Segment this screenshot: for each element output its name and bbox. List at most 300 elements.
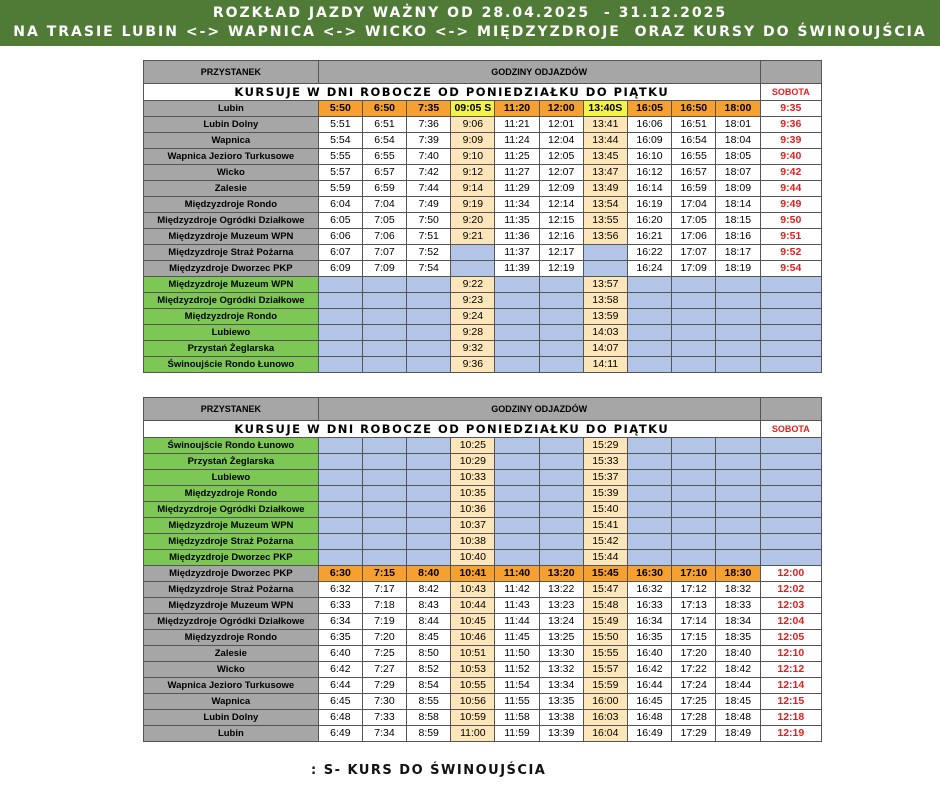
stop-name: Międzyzdroje Straż Pożarna <box>144 245 319 261</box>
departure-time: 13:57 <box>583 277 627 293</box>
weekday-subtitle: KURSUJE W DNI ROBOCZE OD PONIEDZIAŁKU DO PIĄTKU <box>144 84 761 101</box>
departure-time: 16:50 <box>672 101 716 117</box>
departure-time: 7:17 <box>362 582 406 598</box>
saturday-label: SOBOTA <box>760 421 821 438</box>
departure-time <box>407 309 451 325</box>
table-row <box>144 518 822 534</box>
departure-time: 17:22 <box>672 662 716 678</box>
table-subtitle-row <box>144 421 822 438</box>
departure-time: 17:25 <box>672 694 716 710</box>
stop-name: Lubin Dolny <box>144 710 319 726</box>
table-row <box>144 454 822 470</box>
departure-time: 13:41 <box>583 117 627 133</box>
table-row <box>144 309 822 325</box>
stop-name: Międzyzdroje Rondo <box>144 630 319 646</box>
stop-name: Międzyzdroje Rondo <box>144 309 319 325</box>
departure-time: 8:50 <box>407 646 451 662</box>
stop-name: Międzyzdroje Ogródki Działkowe <box>144 213 319 229</box>
table-row <box>144 101 822 117</box>
departure-time <box>716 309 760 325</box>
departure-time: 8:58 <box>407 710 451 726</box>
departure-time: 18:09 <box>716 181 760 197</box>
departure-time: 11:39 <box>495 261 539 277</box>
departure-time: 6:34 <box>318 614 362 630</box>
departure-time: 13:58 <box>583 293 627 309</box>
departure-time <box>407 438 451 454</box>
departure-time: 10:41 <box>451 566 495 582</box>
departure-time: 18:15 <box>716 213 760 229</box>
stop-name: Wapnica Jezioro Turkusowe <box>144 678 319 694</box>
table-row <box>144 229 822 245</box>
timetable-return-body <box>144 438 822 742</box>
departure-time <box>407 341 451 357</box>
departure-time: 7:54 <box>407 261 451 277</box>
departure-time: 13:47 <box>583 165 627 181</box>
saturday-time: 12:15 <box>760 694 821 710</box>
departure-time <box>451 245 495 261</box>
departure-time: 8:45 <box>407 630 451 646</box>
departure-time: 18:33 <box>716 598 760 614</box>
departure-time <box>672 309 716 325</box>
saturday-time: 12:00 <box>760 566 821 582</box>
table-row <box>144 646 822 662</box>
departure-time: 7:49 <box>407 197 451 213</box>
departure-time <box>716 454 760 470</box>
departure-time: 13:40S <box>583 101 627 117</box>
departure-time <box>495 309 539 325</box>
departure-time: 10:37 <box>451 518 495 534</box>
departure-time: 11:55 <box>495 694 539 710</box>
departure-time <box>495 357 539 373</box>
saturday-time: 9:36 <box>760 117 821 133</box>
departure-time: 15:42 <box>583 534 627 550</box>
timetable-outbound <box>143 60 822 373</box>
stop-name: Międzyzdroje Muzeum WPN <box>144 277 319 293</box>
departure-time: 5:59 <box>318 181 362 197</box>
departure-time <box>627 438 671 454</box>
departure-time <box>539 438 583 454</box>
departure-time <box>672 438 716 454</box>
table-row <box>144 598 822 614</box>
departure-time <box>627 470 671 486</box>
departure-time: 11:59 <box>495 726 539 742</box>
timetable-outbound-body <box>144 101 822 373</box>
departure-time: 18:40 <box>716 646 760 662</box>
departure-time <box>583 261 627 277</box>
departure-time: 16:00 <box>583 694 627 710</box>
departure-time: 15:37 <box>583 470 627 486</box>
departure-time <box>318 518 362 534</box>
departure-time: 13:45 <box>583 149 627 165</box>
stop-name: Lubin <box>144 101 319 117</box>
saturday-column-header <box>760 61 821 84</box>
departure-time: 10:38 <box>451 534 495 550</box>
stop-name: Międzyzdroje Muzeum WPN <box>144 518 319 534</box>
table-row <box>144 630 822 646</box>
departure-time: 18:30 <box>716 566 760 582</box>
departure-time: 6:51 <box>362 117 406 133</box>
departure-time: 16:04 <box>583 726 627 742</box>
departure-time: 10:43 <box>451 582 495 598</box>
stop-name: Wapnica <box>144 133 319 149</box>
departure-time: 16:54 <box>672 133 716 149</box>
departure-time: 14:11 <box>583 357 627 373</box>
stop-name: Międzyzdroje Dworzec PKP <box>144 261 319 277</box>
departure-time <box>362 550 406 566</box>
saturday-time <box>760 534 821 550</box>
departure-time <box>716 277 760 293</box>
saturday-time <box>760 277 821 293</box>
departure-time: 12:00 <box>539 101 583 117</box>
departure-time: 8:40 <box>407 566 451 582</box>
departure-time <box>716 502 760 518</box>
departure-time: 18:00 <box>716 101 760 117</box>
stop-name: Międzyzdroje Ogródki Działkowe <box>144 502 319 518</box>
departure-time: 10:40 <box>451 550 495 566</box>
table-row <box>144 261 822 277</box>
departure-time: 17:09 <box>672 261 716 277</box>
departure-time <box>495 454 539 470</box>
departure-time: 13:30 <box>539 646 583 662</box>
departure-time: 6:06 <box>318 229 362 245</box>
departure-time: 10:33 <box>451 470 495 486</box>
departure-time: 9:22 <box>451 277 495 293</box>
table-row <box>144 582 822 598</box>
departure-time: 6:40 <box>318 646 362 662</box>
departure-time <box>539 518 583 534</box>
saturday-time: 9:49 <box>760 197 821 213</box>
departure-time: 18:14 <box>716 197 760 213</box>
stop-name: Przystań Żeglarska <box>144 454 319 470</box>
table-row <box>144 550 822 566</box>
departure-time: 7:40 <box>407 149 451 165</box>
departure-time: 13:39 <box>539 726 583 742</box>
departure-time <box>318 325 362 341</box>
table-row <box>144 245 822 261</box>
departure-time: 15:49 <box>583 614 627 630</box>
departure-time: 17:28 <box>672 710 716 726</box>
departure-time: 13:54 <box>583 197 627 213</box>
departure-time: 7:19 <box>362 614 406 630</box>
saturday-time <box>760 550 821 566</box>
departure-time <box>495 325 539 341</box>
table-header-row <box>144 61 822 84</box>
departure-time: 10:46 <box>451 630 495 646</box>
departure-time: 17:06 <box>672 229 716 245</box>
departure-time: 13:22 <box>539 582 583 598</box>
departure-time: 17:24 <box>672 678 716 694</box>
departure-time: 7:44 <box>407 181 451 197</box>
table-row <box>144 678 822 694</box>
departure-time: 11:54 <box>495 678 539 694</box>
saturday-time <box>760 357 821 373</box>
departure-time <box>627 518 671 534</box>
table-subtitle-row <box>144 84 822 101</box>
departure-time: 7:39 <box>407 133 451 149</box>
table-row <box>144 165 822 181</box>
departure-time: 6:04 <box>318 197 362 213</box>
departure-time <box>318 309 362 325</box>
departure-time: 6:05 <box>318 213 362 229</box>
departure-time <box>627 293 671 309</box>
stop-name: Międzyzdroje Straż Pożarna <box>144 582 319 598</box>
table-row <box>144 534 822 550</box>
departure-time: 7:42 <box>407 165 451 181</box>
departure-time: 15:33 <box>583 454 627 470</box>
departure-time: 11:45 <box>495 630 539 646</box>
departure-time: 5:54 <box>318 133 362 149</box>
departure-time: 18:17 <box>716 245 760 261</box>
stop-column-header: PRZYSTANEK <box>144 61 319 84</box>
departure-time: 9:19 <box>451 197 495 213</box>
saturday-time: 12:14 <box>760 678 821 694</box>
departure-time: 8:54 <box>407 678 451 694</box>
departure-time: 13:20 <box>539 566 583 582</box>
departure-time: 10:53 <box>451 662 495 678</box>
departure-time: 7:04 <box>362 197 406 213</box>
departure-time: 7:06 <box>362 229 406 245</box>
departure-time: 09:05 S <box>451 101 495 117</box>
departure-time: 6:32 <box>318 582 362 598</box>
departure-time: 9:20 <box>451 213 495 229</box>
table-row <box>144 293 822 309</box>
departure-time <box>362 534 406 550</box>
departure-time: 17:10 <box>672 566 716 582</box>
table-row <box>144 197 822 213</box>
departure-time <box>495 486 539 502</box>
departure-time: 6:59 <box>362 181 406 197</box>
departure-time <box>407 518 451 534</box>
departure-time: 6:55 <box>362 149 406 165</box>
departure-time: 16:49 <box>627 726 671 742</box>
departure-time: 16:10 <box>627 149 671 165</box>
stop-name: Świnoujście Rondo Łunowo <box>144 357 319 373</box>
departure-time <box>672 357 716 373</box>
stop-name: Międzyzdroje Dworzec PKP <box>144 550 319 566</box>
departure-time: 6:50 <box>362 101 406 117</box>
departure-time: 11:36 <box>495 229 539 245</box>
stop-name: Międzyzdroje Rondo <box>144 197 319 213</box>
departure-time: 9:06 <box>451 117 495 133</box>
departure-time: 9:10 <box>451 149 495 165</box>
departure-time: 16:14 <box>627 181 671 197</box>
departure-time <box>318 550 362 566</box>
departure-time: 11:58 <box>495 710 539 726</box>
departure-time: 11:25 <box>495 149 539 165</box>
departure-time <box>495 277 539 293</box>
departure-time <box>318 470 362 486</box>
departure-time: 11:27 <box>495 165 539 181</box>
stop-name: Międzyzdroje Muzeum WPN <box>144 229 319 245</box>
departure-time <box>495 341 539 357</box>
departure-time: 16:33 <box>627 598 671 614</box>
departure-time <box>539 502 583 518</box>
departure-time <box>539 309 583 325</box>
departure-time: 15:45 <box>583 566 627 582</box>
departure-time: 11:52 <box>495 662 539 678</box>
departure-time <box>407 486 451 502</box>
table-row <box>144 614 822 630</box>
departure-time: 13:23 <box>539 598 583 614</box>
departure-time: 7:09 <box>362 261 406 277</box>
stop-name: Międzyzdroje Ogródki Działkowe <box>144 614 319 630</box>
departure-time: 16:45 <box>627 694 671 710</box>
table-row <box>144 726 822 742</box>
stop-name: Międzyzdroje Rondo <box>144 486 319 502</box>
departure-time: 15:57 <box>583 662 627 678</box>
stop-name: Lubiewo <box>144 470 319 486</box>
departure-time <box>318 357 362 373</box>
departure-time: 5:55 <box>318 149 362 165</box>
departure-time <box>407 502 451 518</box>
departure-time: 18:35 <box>716 630 760 646</box>
departure-time <box>716 438 760 454</box>
departure-time: 13:34 <box>539 678 583 694</box>
departure-time: 13:38 <box>539 710 583 726</box>
departure-time: 10:59 <box>451 710 495 726</box>
departure-time <box>407 534 451 550</box>
departure-time: 16:51 <box>672 117 716 133</box>
times-column-header: GODZINY ODJAZDÓW <box>318 398 760 421</box>
departure-time <box>627 341 671 357</box>
departure-time <box>318 502 362 518</box>
departure-time <box>672 550 716 566</box>
stop-name: Świnoujście Rondo Łunowo <box>144 438 319 454</box>
departure-time: 16:21 <box>627 229 671 245</box>
stop-name: Lubin <box>144 726 319 742</box>
saturday-time <box>760 502 821 518</box>
saturday-time: 9:50 <box>760 213 821 229</box>
departure-time <box>539 277 583 293</box>
saturday-time: 9:42 <box>760 165 821 181</box>
saturday-time: 9:51 <box>760 229 821 245</box>
table-row <box>144 181 822 197</box>
route-title: NA TRASIE LUBIN <-> WAPNICA <-> WICKO <-> MIĘDZYZDROJE ORAZ KURSY DO ŚWINOUJŚCIA <box>13 24 927 40</box>
saturday-time: 12:02 <box>760 582 821 598</box>
departure-time <box>362 309 406 325</box>
saturday-time <box>760 341 821 357</box>
departure-time <box>672 293 716 309</box>
departure-time: 13:24 <box>539 614 583 630</box>
saturday-time <box>760 325 821 341</box>
departure-time <box>495 470 539 486</box>
departure-time: 8:43 <box>407 598 451 614</box>
stop-name: Zalesie <box>144 181 319 197</box>
saturday-time <box>760 470 821 486</box>
departure-time: 17:14 <box>672 614 716 630</box>
departure-time <box>672 486 716 502</box>
departure-time <box>672 341 716 357</box>
departure-time: 14:07 <box>583 341 627 357</box>
departure-time: 11:43 <box>495 598 539 614</box>
departure-time <box>627 325 671 341</box>
departure-time <box>539 293 583 309</box>
table-row <box>144 133 822 149</box>
departure-time: 7:15 <box>362 566 406 582</box>
departure-time: 6:07 <box>318 245 362 261</box>
departure-time: 16:03 <box>583 710 627 726</box>
departure-time: 16:22 <box>627 245 671 261</box>
departure-time: 11:24 <box>495 133 539 149</box>
departure-time <box>318 486 362 502</box>
saturday-time: 9:39 <box>760 133 821 149</box>
departure-time <box>318 277 362 293</box>
departure-time: 12:15 <box>539 213 583 229</box>
table-row <box>144 341 822 357</box>
departure-time: 7:20 <box>362 630 406 646</box>
departure-time: 6:42 <box>318 662 362 678</box>
departure-time: 13:44 <box>583 133 627 149</box>
departure-time: 9:23 <box>451 293 495 309</box>
departure-time <box>716 325 760 341</box>
table-row <box>144 117 822 133</box>
table-row <box>144 566 822 582</box>
departure-time: 15:55 <box>583 646 627 662</box>
departure-time: 15:29 <box>583 438 627 454</box>
departure-time: 6:57 <box>362 165 406 181</box>
departure-time <box>539 550 583 566</box>
departure-time <box>318 438 362 454</box>
departure-time: 10:25 <box>451 438 495 454</box>
departure-time <box>407 357 451 373</box>
saturday-time <box>760 438 821 454</box>
departure-time <box>362 341 406 357</box>
departure-time: 8:59 <box>407 726 451 742</box>
table-row <box>144 325 822 341</box>
departure-time: 18:48 <box>716 710 760 726</box>
departure-time: 18:42 <box>716 662 760 678</box>
departure-time: 14:03 <box>583 325 627 341</box>
departure-time: 15:39 <box>583 486 627 502</box>
table-row <box>144 149 822 165</box>
departure-time: 18:49 <box>716 726 760 742</box>
departure-time: 16:42 <box>627 662 671 678</box>
page-header <box>0 0 940 46</box>
stop-name: Przystań Żeglarska <box>144 341 319 357</box>
departure-time <box>627 454 671 470</box>
departure-time: 5:50 <box>318 101 362 117</box>
stop-name: Międzyzdroje Ogródki Działkowe <box>144 293 319 309</box>
departure-time: 18:04 <box>716 133 760 149</box>
stop-name: Zalesie <box>144 646 319 662</box>
departure-time: 6:54 <box>362 133 406 149</box>
validity-title: ROZKŁAD JAZDY WAŻNY OD 28.04.2025 - 31.12.2025 <box>212 5 728 21</box>
departure-time: 15:48 <box>583 598 627 614</box>
departure-time <box>627 277 671 293</box>
stop-column-header: PRZYSTANEK <box>144 398 319 421</box>
departure-time <box>716 550 760 566</box>
departure-time: 16:34 <box>627 614 671 630</box>
saturday-time <box>760 518 821 534</box>
saturday-time: 9:35 <box>760 101 821 117</box>
departure-time: 18:45 <box>716 694 760 710</box>
saturday-time: 12:12 <box>760 662 821 678</box>
departure-time: 10:56 <box>451 694 495 710</box>
times-column-header: GODZINY ODJAZDÓW <box>318 61 760 84</box>
saturday-time: 12:05 <box>760 630 821 646</box>
departure-time: 11:44 <box>495 614 539 630</box>
departure-time: 12:01 <box>539 117 583 133</box>
departure-time <box>539 486 583 502</box>
saturday-label: SOBOTA <box>760 84 821 101</box>
saturday-time: 12:19 <box>760 726 821 742</box>
departure-time: 16:48 <box>627 710 671 726</box>
departure-time: 8:52 <box>407 662 451 678</box>
departure-time: 9:12 <box>451 165 495 181</box>
saturday-time <box>760 293 821 309</box>
departure-time <box>362 470 406 486</box>
table-row <box>144 710 822 726</box>
